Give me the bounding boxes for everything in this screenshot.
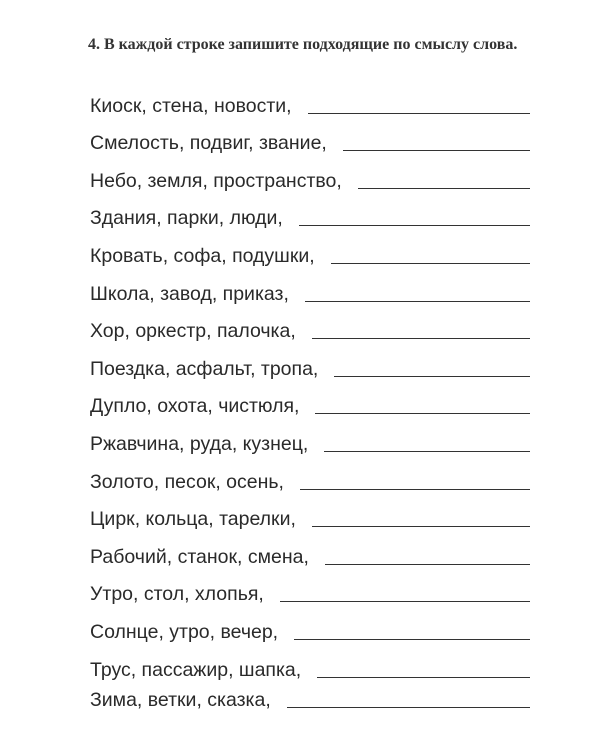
- answer-blank[interactable]: [317, 676, 530, 678]
- word-list: Утро, стол, хлопья,: [90, 583, 264, 606]
- exercise-row: [90, 462, 530, 500]
- exercise-row: [90, 312, 530, 350]
- word-list: Поездка, асфальт, тропа,: [90, 357, 319, 380]
- exercise-row: [90, 86, 530, 124]
- answer-blank[interactable]: [331, 262, 530, 264]
- word-list: Кровать, софа, подушки,: [90, 244, 315, 267]
- answer-blank[interactable]: [287, 706, 530, 708]
- word-list: Цирк, кольца, тарелки,: [90, 508, 296, 531]
- answer-blank[interactable]: [308, 112, 530, 114]
- answer-blank[interactable]: [334, 375, 530, 377]
- exercise-row: [90, 387, 530, 425]
- exercise-row: [90, 161, 530, 199]
- word-list: Рабочий, станок, смена,: [90, 545, 309, 568]
- word-list: Солнце, утро, вечер,: [90, 620, 279, 643]
- exercise-row: [90, 199, 530, 237]
- exercise-row: [90, 349, 530, 387]
- exercise-rows: [90, 86, 530, 718]
- word-list: Ржавчина, руда, кузнец,: [90, 432, 309, 455]
- exercise-row: [90, 124, 530, 162]
- answer-blank[interactable]: [312, 525, 530, 527]
- word-list: Хор, оркестр, палочка,: [90, 320, 296, 343]
- exercise-row: [90, 688, 530, 718]
- answer-blank[interactable]: [358, 187, 530, 189]
- answer-blank[interactable]: [299, 224, 530, 226]
- word-list: Зима, ветки, сказка,: [90, 688, 271, 711]
- answer-blank[interactable]: [294, 638, 530, 640]
- exercise-row: [90, 274, 530, 312]
- exercise-row: [90, 424, 530, 462]
- word-list: Небо, земля, пространство,: [90, 169, 342, 192]
- exercise-row: [90, 537, 530, 575]
- answer-blank[interactable]: [280, 600, 530, 602]
- answer-blank[interactable]: [312, 337, 530, 339]
- answer-blank[interactable]: [325, 563, 530, 565]
- exercise-row: [90, 236, 530, 274]
- answer-blank[interactable]: [300, 488, 530, 490]
- word-list: Золото, песок, осень,: [90, 470, 284, 493]
- answer-blank[interactable]: [324, 450, 530, 452]
- task-heading: 4. В каждой строке запишите подходящие по смыслу слова.: [88, 36, 518, 53]
- word-list: Дупло, охота, чистюля,: [90, 395, 300, 418]
- word-list: Киоск, стена, новости,: [90, 94, 292, 117]
- exercise-row: [90, 500, 530, 538]
- exercise-row: [90, 650, 530, 688]
- word-list: Смелость, подвиг, звание,: [90, 132, 327, 155]
- answer-blank[interactable]: [315, 412, 530, 414]
- word-list: Школа, завод, приказ,: [90, 282, 289, 305]
- answer-blank[interactable]: [343, 149, 530, 151]
- answer-blank[interactable]: [305, 300, 530, 302]
- word-list: Трус, пассажир, шапка,: [90, 658, 302, 681]
- word-list: Здания, парки, люди,: [90, 207, 283, 230]
- exercise-row: [90, 575, 530, 613]
- exercise-row: [90, 612, 530, 650]
